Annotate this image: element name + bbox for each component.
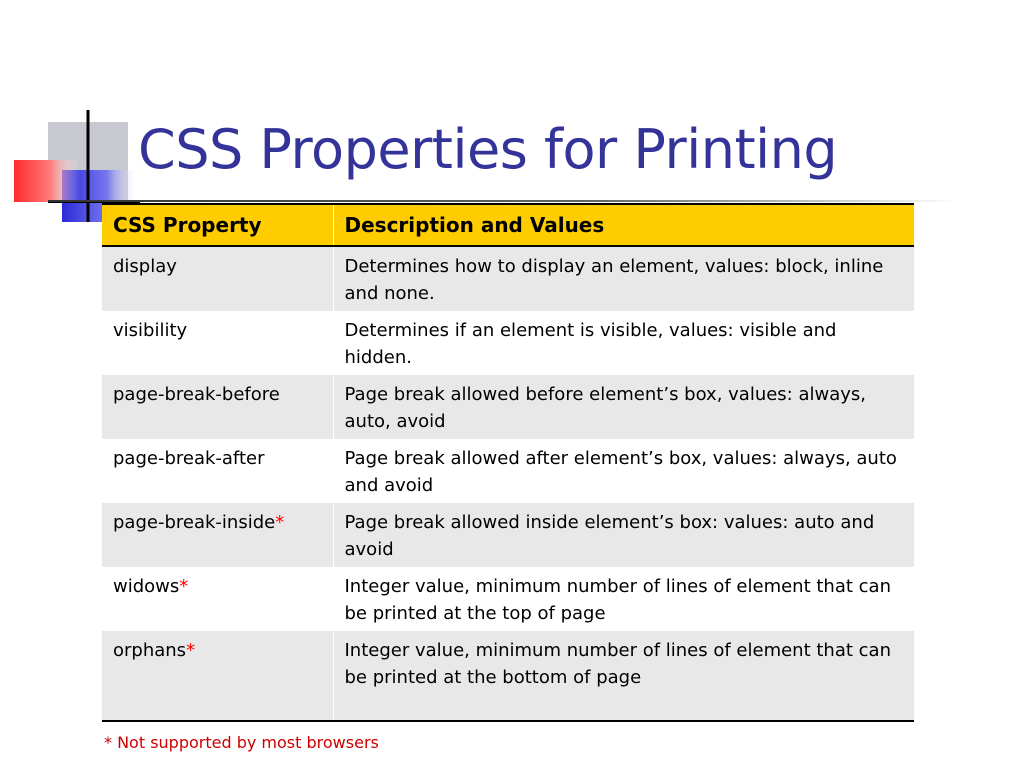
slide-title: CSS Properties for Printing — [138, 118, 838, 181]
table-row — [102, 311, 914, 375]
property-cell — [102, 375, 333, 439]
property-name: page-break-inside — [113, 512, 276, 533]
description-cell: Integer value, minimum number of lines of element that can be printed at the bottom of page — [333, 631, 914, 721]
title-divider — [48, 200, 958, 202]
property-name: page-break-before — [113, 384, 280, 405]
property-cell — [102, 631, 333, 721]
property-name: page-break-after — [113, 448, 265, 469]
column-header-description: Description and Values — [333, 204, 914, 246]
unsupported-marker: * — [186, 640, 196, 661]
description-cell: Page break allowed inside element’s box: values: auto and avoid — [333, 503, 914, 567]
property-cell — [102, 246, 333, 311]
property-name: orphans — [113, 640, 187, 661]
table-row — [102, 503, 914, 567]
css-properties-table — [102, 203, 914, 722]
property-cell — [102, 311, 333, 375]
table-row — [102, 439, 914, 503]
description-cell: Integer value, minimum number of lines of element that can be printed at the top of page — [333, 567, 914, 631]
property-cell — [102, 503, 333, 567]
footnote: * Not supported by most browsers — [104, 733, 379, 752]
unsupported-marker: * — [179, 576, 189, 597]
property-name: widows — [113, 576, 180, 597]
table-row — [102, 246, 914, 311]
property-cell — [102, 439, 333, 503]
column-header-property: CSS Property — [102, 204, 333, 246]
description-cell: Page break allowed after element’s box, values: always, auto and avoid — [333, 439, 914, 503]
description-cell: Page break allowed before element’s box, values: always, auto, avoid — [333, 375, 914, 439]
description-cell: Determines how to display an element, values: block, inline and none. — [333, 246, 914, 311]
unsupported-marker: * — [275, 512, 285, 533]
property-name: visibility — [113, 320, 188, 341]
red-square — [14, 160, 80, 202]
table-row — [102, 631, 914, 721]
table-row — [102, 567, 914, 631]
property-name: display — [113, 256, 177, 277]
description-cell: Determines if an element is visible, values: visible and hidden. — [333, 311, 914, 375]
property-cell — [102, 567, 333, 631]
table-header — [102, 204, 914, 246]
table-row — [102, 375, 914, 439]
